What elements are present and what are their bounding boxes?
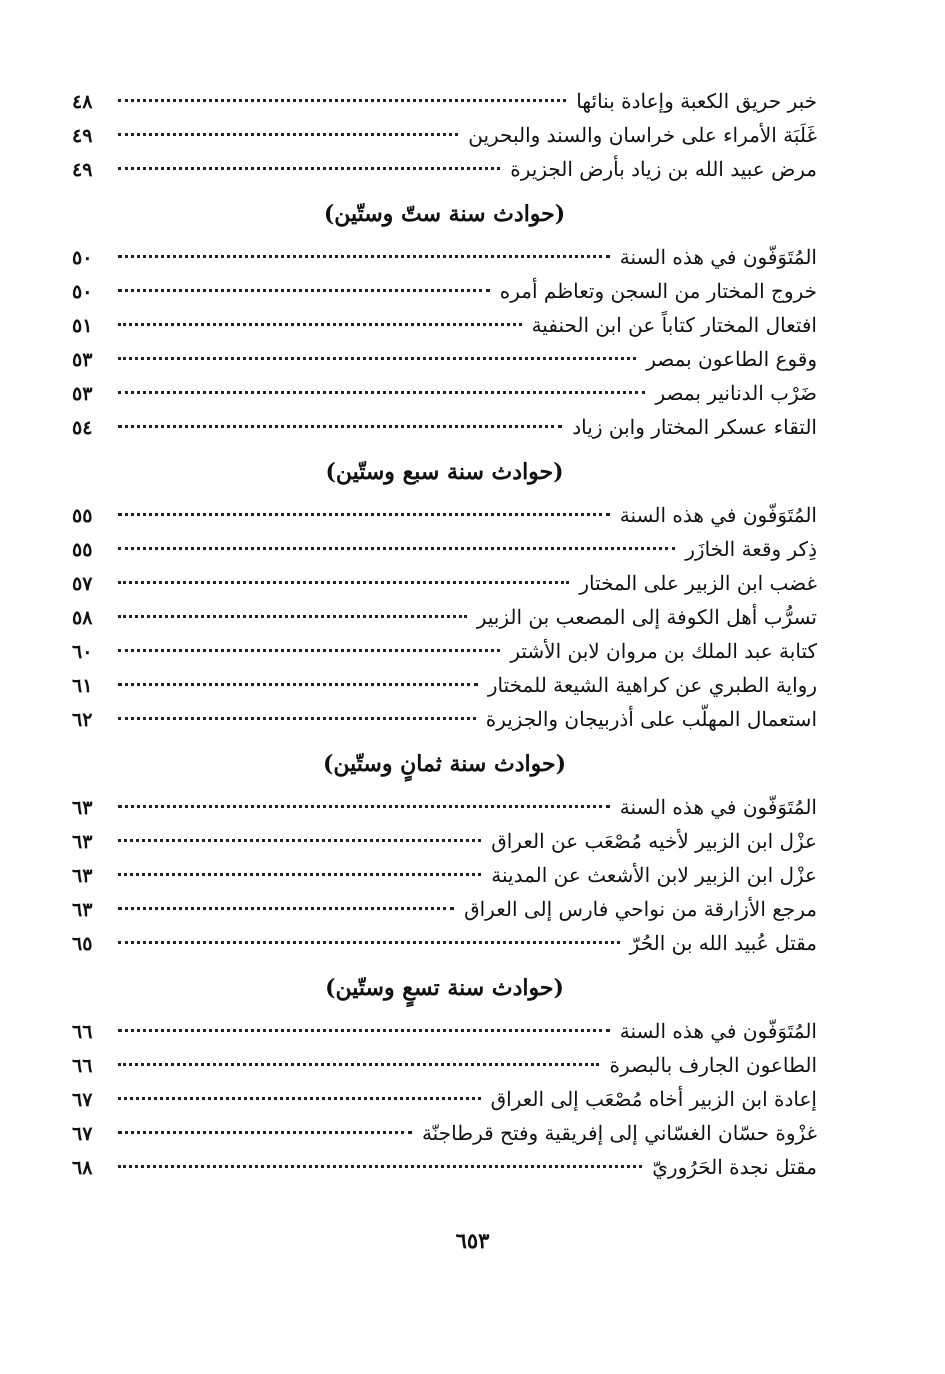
entry-page-number: ٥٤ xyxy=(72,417,93,439)
entry-page-number: ٤٩ xyxy=(72,159,93,181)
entry-title: رواية الطبري عن كراهية الشيعة للمختار xyxy=(487,673,817,697)
entry-title: إعادة ابن الزبير أخاه مُصْعَب إلى العراق xyxy=(490,1087,817,1111)
dot-leader xyxy=(118,1165,642,1168)
dot-leader xyxy=(118,1029,610,1032)
entry-page-number: ٥٠ xyxy=(72,281,93,303)
toc-entry xyxy=(72,668,817,702)
toc-entry xyxy=(72,1014,817,1048)
dot-leader xyxy=(118,1131,412,1134)
dot-leader xyxy=(118,907,454,910)
dot-leader xyxy=(118,1063,599,1066)
entry-title: وقوع الطاعون بمصر xyxy=(646,347,817,371)
entry-page-number: ٤٩ xyxy=(72,125,93,147)
dot-leader xyxy=(118,1097,481,1100)
toc-section xyxy=(72,194,817,444)
dot-leader xyxy=(118,167,500,170)
entry-title: تسرُّب أهل الكوفة إلى المصعب بن الزبير xyxy=(476,605,817,629)
entry-page-number: ٦٧ xyxy=(72,1123,93,1145)
entry-page-number: ٥٥ xyxy=(72,539,93,561)
dot-leader xyxy=(118,717,476,720)
entry-title: كتابة عبد الملك بن مروان لابن الأشتر xyxy=(510,639,817,663)
entry-page-number: ٥٣ xyxy=(72,383,93,405)
entry-page-number: ٥١ xyxy=(72,315,93,337)
entry-page-number: ٥٠ xyxy=(72,247,93,269)
entry-title: المُتَوَفّون في هذه السنة xyxy=(619,1019,817,1043)
dot-leader xyxy=(118,133,458,136)
section-heading: (حوادث سنة ستّ وستّين) xyxy=(323,201,566,227)
toc-entry xyxy=(72,892,817,926)
toc-entry xyxy=(72,634,817,668)
dot-leader xyxy=(118,873,481,876)
entry-title: ضَرْب الدنانير بمصر xyxy=(655,381,817,405)
toc-entry xyxy=(72,566,817,600)
entry-page-number: ٥٥ xyxy=(72,505,93,527)
entry-title: ذِكر وقعة الخازَر xyxy=(685,537,817,561)
entry-title: الطاعون الجارف بالبصرة xyxy=(609,1053,817,1077)
entry-title: المُتَوَفّون في هذه السنة xyxy=(619,795,817,819)
entry-page-number: ٦٥ xyxy=(72,933,93,955)
toc-entry xyxy=(72,342,817,376)
toc-entry xyxy=(72,410,817,444)
entry-page-number: ٥٨ xyxy=(72,607,93,629)
entry-page-number: ٦٧ xyxy=(72,1089,93,1111)
entry-page-number: ٦٣ xyxy=(72,865,93,887)
dot-leader xyxy=(118,425,562,428)
toc-entry xyxy=(72,118,817,152)
entry-title: عزْل ابن الزبير لأخيه مُصْعَب عن العراق xyxy=(491,829,817,853)
toc-entry xyxy=(72,1048,817,1082)
entry-title: مرجع الأزارقة من نواحي فارس إلى العراق xyxy=(464,897,817,921)
dot-leader xyxy=(118,683,478,686)
toc-entry xyxy=(72,376,817,410)
entry-title: مرض عبيد الله بن زياد بأرض الجزيرة xyxy=(510,157,817,181)
dot-leader xyxy=(118,547,675,550)
entry-title: غَلَبَة الأمراء على خراسان والسند والبحرين xyxy=(468,123,817,147)
dot-leader xyxy=(118,255,610,258)
toc-entry xyxy=(72,532,817,566)
dot-leader xyxy=(118,839,481,842)
entry-page-number: ٦١ xyxy=(72,675,93,697)
toc-entry xyxy=(72,152,817,186)
toc-entry xyxy=(72,1116,817,1150)
entry-title: المُتَوَفّون في هذه السنة xyxy=(619,245,817,269)
entry-page-number: ٤٨ xyxy=(72,91,93,113)
toc-entry xyxy=(72,600,817,634)
entry-title: المُتَوَفّون في هذه السنة xyxy=(619,503,817,527)
toc-entry xyxy=(72,824,817,858)
entry-title: مقتل عُبيد الله بن الحُرّ xyxy=(629,931,817,955)
section-heading: (حوادث سنة ثمانٍ وستّين) xyxy=(322,751,567,777)
toc-entry xyxy=(72,84,817,118)
dot-leader xyxy=(118,513,610,516)
dot-leader xyxy=(118,941,620,944)
entry-page-number: ٦٦ xyxy=(72,1055,93,1077)
entry-page-number: ٥٣ xyxy=(72,349,93,371)
entry-title: خروج المختار من السجن وتعاظم أمره xyxy=(499,279,817,303)
entry-page-number: ٦٦ xyxy=(72,1021,93,1043)
toc-section xyxy=(72,968,817,1184)
toc-entry xyxy=(72,498,817,532)
entry-page-number: ٦٢ xyxy=(72,709,93,731)
dot-leader xyxy=(118,615,467,618)
entry-page-number: ٦٠ xyxy=(72,641,93,663)
toc-entry xyxy=(72,1150,817,1184)
toc-entry xyxy=(72,240,817,274)
dot-leader xyxy=(118,99,566,102)
dot-leader xyxy=(118,649,500,652)
toc-entry xyxy=(72,926,817,960)
toc-section xyxy=(72,744,817,960)
toc-entry xyxy=(72,702,817,736)
section-heading: (حوادث سنة تسعٍ وستّين) xyxy=(325,975,564,1001)
entry-page-number: ٦٣ xyxy=(72,797,93,819)
toc-entry xyxy=(72,274,817,308)
entry-title: عزْل ابن الزبير لابن الأشعث عن المدينة xyxy=(491,863,817,887)
toc-section xyxy=(72,452,817,736)
toc-section xyxy=(72,84,817,186)
dot-leader xyxy=(118,391,645,394)
section-heading: (حوادث سنة سبع وستّين) xyxy=(325,459,564,485)
toc-entry xyxy=(72,308,817,342)
entry-title: التقاء عسكر المختار وابن زياد xyxy=(572,415,817,439)
toc-entry xyxy=(72,858,817,892)
entry-page-number: ٦٣ xyxy=(72,899,93,921)
toc-entry xyxy=(72,1082,817,1116)
entry-page-number: ٥٧ xyxy=(72,573,93,595)
entry-page-number: ٦٣ xyxy=(72,831,93,853)
page-number: ٦٥٣ xyxy=(455,1228,490,1253)
entry-page-number: ٦٨ xyxy=(72,1157,93,1179)
entry-title: استعمال المهلّب على أذربيجان والجزيرة xyxy=(485,707,817,731)
entry-title: افتعال المختار كتاباً عن ابن الحنفية xyxy=(531,313,817,337)
entry-title: خبر حريق الكعبة وإعادة بنائها xyxy=(576,89,817,113)
table-of-contents xyxy=(72,84,817,1184)
dot-leader xyxy=(118,323,522,326)
entry-title: غضب ابن الزبير على المختار xyxy=(579,571,817,595)
dot-leader xyxy=(118,805,610,808)
entry-title: مقتل نجدة الحَرُوريّ xyxy=(652,1155,817,1179)
entry-title: غزْوة حسّان الغسّاني إلى إفريقية وفتح قرطاجنّة xyxy=(421,1121,817,1145)
dot-leader xyxy=(118,289,490,292)
dot-leader xyxy=(118,581,569,584)
dot-leader xyxy=(118,357,636,360)
toc-entry xyxy=(72,790,817,824)
